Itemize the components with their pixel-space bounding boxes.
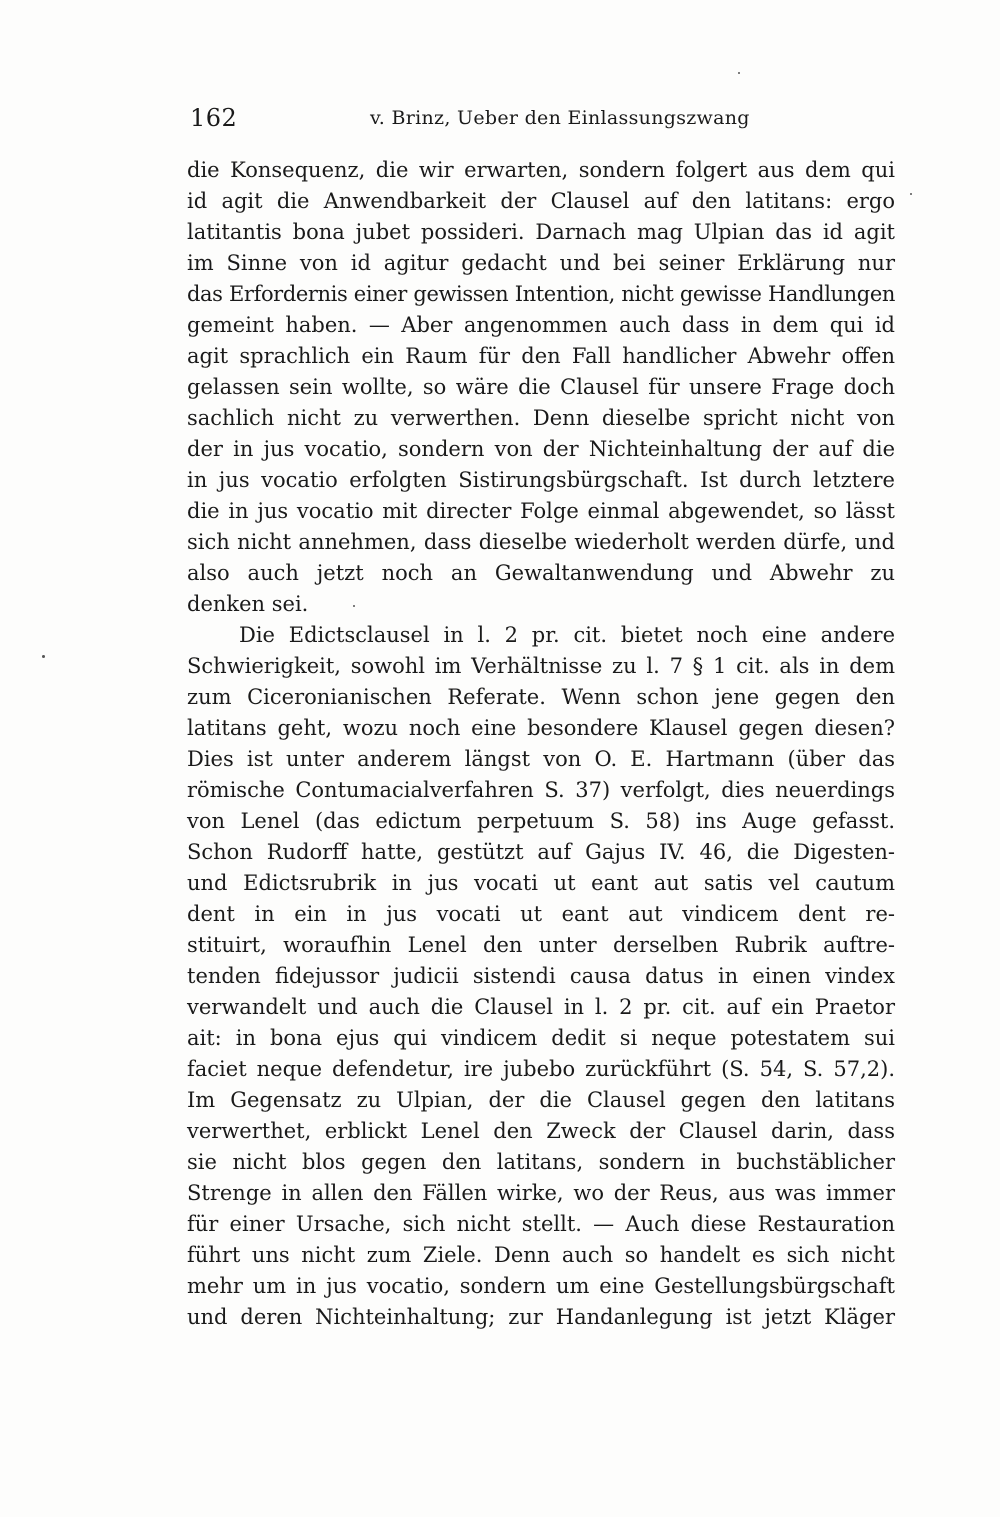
text-line: sachlich nicht zu verwerthen. Denn dieselbe spricht nicht von [187, 406, 895, 430]
text-line: Strenge in allen den Fällen wirke, wo der Reus, aus was immer [187, 1181, 895, 1205]
text-line: id agit die Anwendbarkeit der Clausel auf den latitans: ergo [187, 189, 895, 213]
body-text [187, 155, 895, 1333]
text-line: gelassen sein wollte, so wäre die Clausel für unsere Frage doch [187, 375, 895, 399]
text-line: sie nicht blos gegen den latitans, sondern in buchstäblicher [187, 1150, 895, 1174]
text-line: sich nicht annehmen, dass dieselbe wiederholt werden dürfe, und [187, 530, 895, 554]
scan-speck [910, 193, 912, 195]
text-line: von Lenel (das edictum perpetuum S. 58) ins Auge gefasst. [187, 809, 895, 833]
scan-speck [738, 72, 740, 74]
text-line: Die Edictsclausel in l. 2 pr. cit. bietet noch eine andere [239, 623, 895, 647]
text-line: verwerthet, erblickt Lenel den Zweck der Clausel darin, dass [187, 1119, 895, 1143]
text-line: agit sprachlich ein Raum für den Fall handlicher Abwehr offen [187, 344, 895, 368]
text-line: und deren Nichteinhaltung; zur Handanlegung ist jetzt Kläger [187, 1305, 895, 1329]
text-line: latitantis bona jubet possideri. Darnach mag Ulpian das id agit [187, 220, 895, 244]
text-line: die in jus vocatio mit directer Folge einmal abgewendet, so lässt [187, 499, 895, 523]
text-line: für einer Ursache, sich nicht stellt. — Auch diese Restauration [187, 1212, 895, 1236]
text-line: Schon Rudorff hatte, gestützt auf Gajus IV. 46, die Digesten- [187, 840, 895, 864]
paragraph-2 [187, 620, 895, 1333]
text-line: Im Gegensatz zu Ulpian, der die Clausel gegen den latitans [187, 1088, 895, 1112]
text-line: tenden fidejussor judicii sistendi causa datus in einen vindex [187, 964, 895, 988]
text-line: die Konsequenz, die wir erwarten, sondern folgert aus dem qui [187, 158, 895, 182]
text-line: das Erfordernis einer gewissen Intention, nicht gewisse Handlungen [187, 282, 895, 306]
text-line: stituirt, woraufhin Lenel den unter derselben Rubrik auftre- [187, 933, 895, 957]
running-head: v. Brinz, Ueber den Einlassungszwang [370, 107, 750, 129]
text-line: in jus vocatio erfolgten Sistirungsbürgschaft. Ist durch letztere [187, 468, 895, 492]
text-line: ait: in bona ejus qui vindicem dedit si neque potestatem sui [187, 1026, 895, 1050]
text-line: also auch jetzt noch an Gewaltanwendung und Abwehr zu [187, 561, 895, 585]
text-line: dent in ein in jus vocati ut eant aut vindicem dent re- [187, 902, 895, 926]
text-line: faciet neque defendetur, ire jubebo zurückführt (S. 54, S. 57,2). [187, 1057, 895, 1081]
text-line: der in jus vocatio, sondern von der Nichteinhaltung der auf die [187, 437, 895, 461]
text-line: zum Ciceronianischen Referate. Wenn schon jene gegen den [187, 685, 895, 709]
text-line: latitans geht, wozu noch eine besondere Klausel gegen diesen? [187, 716, 895, 740]
page-header [190, 100, 895, 136]
text-line: gemeint haben. — Aber angenommen auch dass in dem qui id [187, 313, 895, 337]
scan-speck [42, 655, 45, 658]
text-line: römische Contumacialverfahren S. 37) verfolgt, dies neuerdings [187, 778, 895, 802]
text-line: und Edictsrubrik in jus vocati ut eant aut satis vel cautum [187, 871, 895, 895]
paragraph-1 [187, 155, 895, 620]
text-line: denken sei. [187, 592, 309, 616]
text-line: Dies ist unter anderem längst von O. E. Hartmann (über das [187, 747, 895, 771]
page-number: 162 [190, 104, 238, 132]
text-line: im Sinne von id agitur gedacht und bei seiner Erklärung nur [187, 251, 895, 275]
text-line: verwandelt und auch die Clausel in l. 2 pr. cit. auf ein Praetor [187, 995, 895, 1019]
text-line: mehr um in jus vocatio, sondern um eine Gestellungsbürgschaft [187, 1274, 895, 1298]
text-line: Schwierigkeit, sowohl im Verhältnisse zu l. 7 § 1 cit. als in dem [187, 654, 895, 678]
scan-speck [353, 605, 355, 607]
text-line: führt uns nicht zum Ziele. Denn auch so handelt es sich nicht [187, 1243, 895, 1267]
